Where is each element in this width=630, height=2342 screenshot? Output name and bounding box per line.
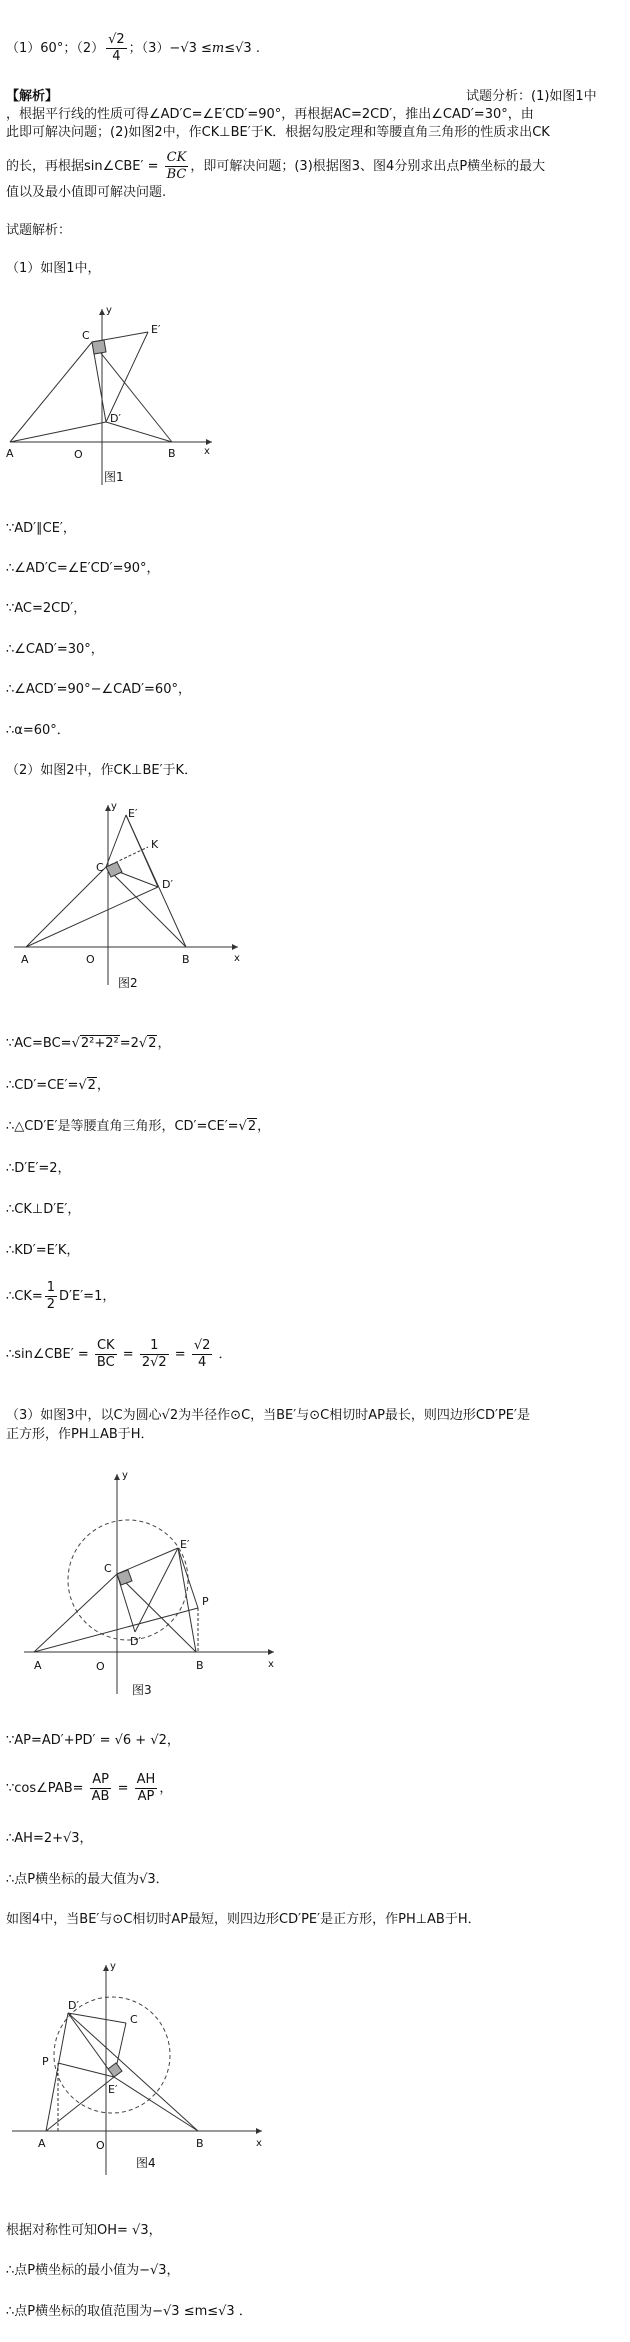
part1-step1: ∵AD′∥CE′， (6, 521, 76, 536)
step-text: ∴CD′=CE′= (6, 1078, 79, 1093)
analysis-line5: 值以及最小值即可解决问题. (6, 185, 167, 200)
cos-fraction-1 (90, 1772, 112, 1805)
fraction-numerator: 1 (46, 1280, 56, 1295)
fraction-denominator: 4 (112, 49, 121, 64)
step-text: D′E′=1， (59, 1289, 116, 1304)
value-fraction (140, 1338, 169, 1371)
sin-fraction (95, 1338, 117, 1371)
part2-step2 (6, 1077, 110, 1095)
fraction-numerator: √2 (193, 1338, 211, 1353)
part1-step6: ∴α=60°． (6, 723, 70, 738)
step-text: ∴sin∠CBE′ = (6, 1347, 93, 1362)
step-text: ， (159, 1781, 173, 1796)
line-CB (106, 867, 186, 947)
label-O: O (74, 448, 83, 461)
step-text: ． (214, 1347, 232, 1362)
label-P: P (42, 2055, 49, 2068)
equals: = (113, 1781, 133, 1796)
label-y: y (110, 1961, 116, 1972)
label-D: D′ (130, 1635, 141, 1648)
line-CB (92, 342, 172, 442)
line-AD (26, 887, 158, 947)
solution-title: 试题解析： (6, 223, 72, 238)
label-C: C (96, 861, 104, 874)
label-B: B (182, 953, 190, 966)
part3-step8: ∴点P横坐标的取值范围为−√3 ≤m≤√3 ． (6, 2304, 252, 2319)
sin-denominator: BC (166, 167, 187, 182)
step-text: ∵AC=BC= (6, 1036, 72, 1051)
y-axis-arrow (103, 1965, 109, 1971)
part3-step3: ∴AH=2+√3， (6, 1831, 93, 1846)
part1-step2: ∴∠AD′C=∠E′CD′=90°， (6, 561, 160, 576)
right-angle-mark (92, 340, 106, 354)
half-fraction (45, 1280, 57, 1313)
figure-3 (20, 1462, 280, 1712)
label-x: x (268, 1659, 274, 1670)
line-DB (106, 422, 172, 442)
label-E: E′ (108, 2083, 118, 2096)
step-text: ∴CK= (6, 1289, 43, 1304)
label-O: O (96, 1660, 105, 1673)
part3-step6: 根据对称性可知OH= √3， (6, 2223, 162, 2238)
fraction-numerator: 1 (140, 1338, 169, 1355)
sin-fraction (165, 150, 189, 183)
line-AC (34, 1574, 117, 1652)
analysis-heading: 试题分析：(1)如图1中 (466, 89, 597, 104)
sqrt-radicand: 2 (87, 1078, 96, 1093)
equals: = (170, 1347, 190, 1362)
figure-4-caption: 图4 (136, 2156, 156, 2170)
fraction-numerator: √2 (108, 32, 125, 47)
part2-step3 (6, 1118, 270, 1136)
line-AC (46, 2077, 114, 2131)
part1-title: （1）如图1中， (6, 261, 101, 276)
part3-step1: ∵AP=AD′+PD′ = √6 + √2， (6, 1733, 180, 1748)
part1-step3: ∵AC=2CD′， (6, 601, 87, 616)
answer-fraction (106, 32, 127, 65)
fraction-numerator: CK (95, 1338, 117, 1355)
answer-variable: m (211, 41, 225, 56)
line-AD (46, 2013, 68, 2131)
analysis-line4-b: ，即可解决问题；(3)根据图3、图4分别求出点P横坐标的最大 (190, 159, 546, 174)
step-text: =2 (119, 1036, 139, 1051)
sqrt-symbol: √ (138, 1036, 148, 1051)
part2-step6: ∴KD′=E′K， (6, 1243, 80, 1258)
sqrt-radicand: 2²+2² (80, 1036, 119, 1051)
figure-2-caption: 图2 (118, 976, 138, 990)
right-angle-mark (108, 2063, 122, 2077)
equals: = (118, 1347, 138, 1362)
fraction-numerator: AP (90, 1772, 112, 1789)
label-A: A (21, 953, 29, 966)
label-E: E′ (128, 807, 138, 820)
part2-step8 (6, 1338, 232, 1371)
result-fraction (192, 1338, 213, 1371)
figure-2 (10, 795, 250, 1005)
x-axis-arrow (232, 944, 238, 950)
line-ED (106, 332, 148, 422)
line-EP (178, 1548, 198, 1608)
label-A: A (34, 1659, 42, 1672)
answer-part1: （1）60°；（2） (6, 41, 105, 56)
x-axis-arrow (256, 2128, 262, 2134)
label-O: O (96, 2139, 105, 2152)
step-text: ， (96, 1078, 110, 1093)
label-E: E′ (180, 1538, 190, 1551)
sqrt-symbol: √ (71, 1036, 80, 1051)
part3-step4: ∴点P横坐标的最大值为√3． (6, 1872, 169, 1887)
part3-step7: ∴点P横坐标的最小值为−√3， (6, 2263, 180, 2278)
sqrt-radicand: 2 (247, 1119, 257, 1134)
part1-step5: ∴∠ACD′=90°−∠CAD′=60°， (6, 682, 191, 697)
part2-step7 (6, 1280, 115, 1313)
part2-step5: ∴CK⊥D′E′， (6, 1202, 81, 1217)
part1-step4: ∴∠CAD′=30°， (6, 642, 104, 657)
part3-line1: （3）如图3中，以C为圆心√2为半径作⊙C，当BE′与⊙C相切时AP最长，则四边形CD′PE′是 (6, 1408, 530, 1423)
label-y: y (106, 305, 112, 316)
sqrt-symbol: √ (78, 1078, 87, 1093)
sqrt-symbol: √ (238, 1119, 247, 1134)
answer-part3: ≤√3 . (224, 41, 260, 56)
analysis-line4-a: 的长，再根据sin∠CBE′ = (6, 159, 163, 174)
cos-fraction-2 (135, 1772, 158, 1805)
figure-1-caption: 图1 (104, 470, 124, 484)
part3-step5: 如图4中，当BE′与⊙C相切时AP最短，则四边形CD′PE′是正方形，作PH⊥AB于H． (6, 1912, 481, 1927)
part3-line2: 正方形，作PH⊥AB于H． (6, 1427, 154, 1442)
step-text: ， (157, 1036, 171, 1051)
label-x: x (256, 2138, 262, 2149)
label-D: D′ (162, 878, 173, 891)
line-AC (26, 867, 106, 947)
figure-1 (4, 295, 224, 495)
label-C: C (104, 1562, 112, 1575)
y-axis-arrow (99, 309, 105, 315)
label-A: A (38, 2137, 46, 2150)
figure-4 (8, 1955, 268, 2195)
fraction-denominator: 4 (197, 1355, 207, 1370)
line-CE (106, 815, 126, 867)
x-axis-arrow (268, 1649, 274, 1655)
label-D: D′ (110, 412, 121, 425)
sqrt-radicand: 2 (148, 1036, 157, 1051)
part2-step1 (6, 1035, 171, 1053)
label-O: O (86, 953, 95, 966)
label-P: P (202, 1595, 209, 1608)
fraction-denominator: 2 (46, 1297, 56, 1312)
label-B: B (168, 447, 176, 460)
line-CE (117, 1548, 178, 1574)
step-text: ， (257, 1119, 271, 1134)
label-K: K (151, 838, 159, 851)
part2-step4: ∴D′E′=2， (6, 1161, 71, 1176)
fraction-denominator: 2√2 (141, 1355, 167, 1370)
label-C: C (82, 329, 90, 342)
label-C: C (130, 2013, 138, 2026)
answer-line (6, 32, 260, 65)
analysis-line2: ，根据平行线的性质可得∠AD′C=∠E′CD′=90°，再根据AC=2CD′，推出∠CAD′=30°，由 (6, 107, 534, 122)
analysis-line4 (6, 150, 545, 183)
part3-step2 (6, 1772, 172, 1805)
line-DB (68, 2013, 198, 2131)
fraction-denominator: BC (96, 1355, 115, 1370)
fraction-denominator: AB (91, 1789, 110, 1804)
answer-part2: ；（3）−√3 ≤ (128, 41, 212, 56)
sin-numerator: CK (165, 150, 189, 167)
label-E: E′ (151, 323, 161, 336)
fraction-denominator: AP (137, 1789, 155, 1804)
fraction-numerator: AH (136, 1772, 156, 1787)
step-text: ∵cos∠PAB= (6, 1781, 88, 1796)
step-text: ∴△CD′E′是等腰直角三角形，CD′=CE′= (6, 1119, 239, 1134)
label-y: y (122, 1470, 128, 1481)
analysis-line3: 此即可解决问题；(2)如图2中，作CK⊥BE′于K．根据勾股定理和等腰直角三角形的性质求出CK (6, 125, 550, 140)
line-CB (114, 2077, 198, 2131)
label-y: y (111, 801, 117, 812)
figure-3-caption: 图3 (132, 1683, 152, 1697)
label-B: B (196, 2137, 204, 2150)
label-B: B (196, 1659, 204, 1672)
label-x: x (204, 446, 210, 457)
label-x: x (234, 953, 240, 964)
part2-title: （2）如图2中，作CK⊥BE′于K． (6, 763, 198, 778)
label-D: D′ (68, 1999, 79, 2012)
y-axis-arrow (114, 1474, 120, 1480)
x-axis-arrow (206, 439, 212, 445)
label-A: A (6, 447, 14, 460)
analysis-tag: 【解析】 (6, 89, 59, 104)
